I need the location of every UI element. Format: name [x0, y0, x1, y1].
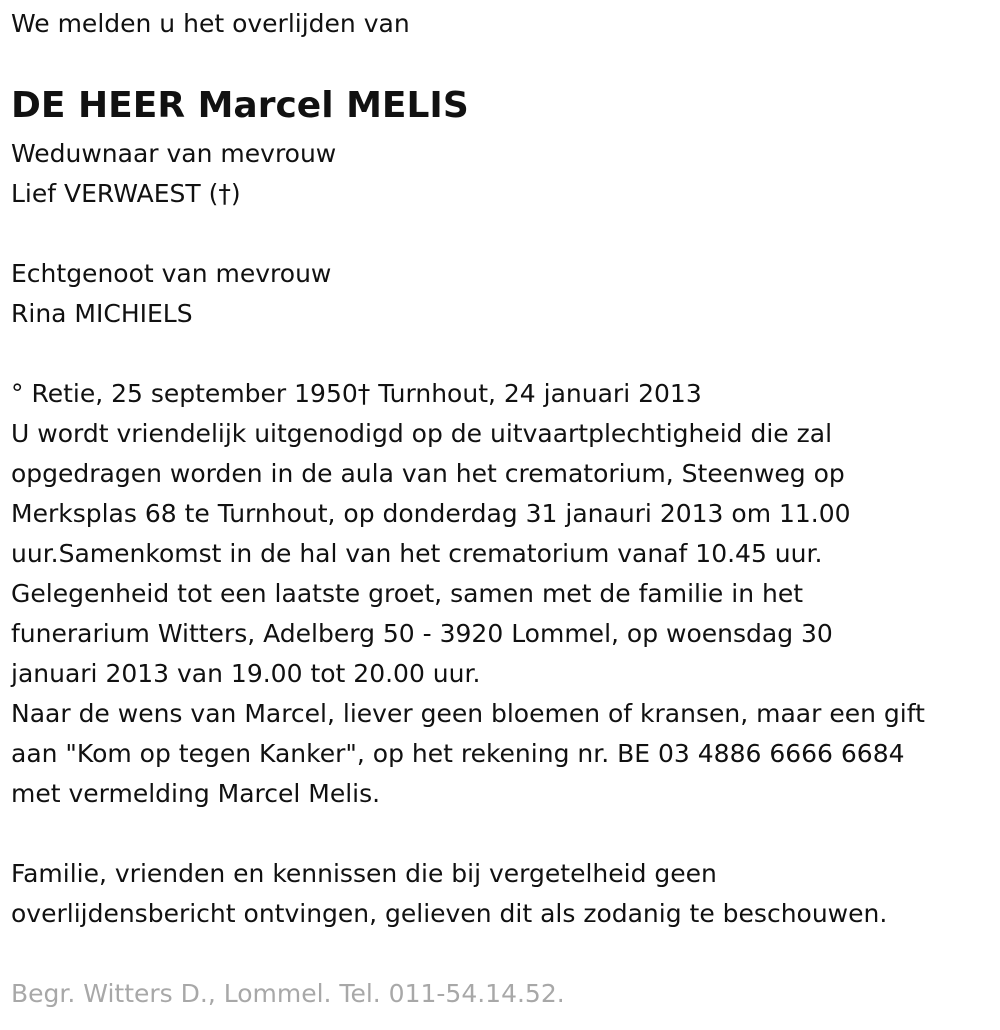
- funeral-director-footer: Begr. Witters D., Lommel. Tel. 011-54.14.52.: [11, 979, 565, 1008]
- late-wife-name: Lief VERWAEST (†): [11, 179, 241, 208]
- ceremony-line: met vermelding Marcel Melis.: [11, 779, 381, 808]
- ceremony-line: Merksplas 68 te Turnhout, op donderdag 31 janauri 2013 om 11.00: [11, 499, 851, 528]
- deceased-name: DE HEER Marcel MELIS: [11, 85, 469, 126]
- spouse-name: Rina MICHIELS: [11, 299, 193, 328]
- ceremony-line: januari 2013 van 19.00 tot 20.00 uur.: [11, 659, 481, 688]
- ceremony-line: Gelegenheid tot een laatste groet, samen met de familie in het: [11, 579, 804, 608]
- spouse-line: Echtgenoot van mevrouw: [11, 259, 332, 288]
- widower-block: [11, 134, 336, 214]
- ceremony-line: Naar de wens van Marcel, liever geen bloemen of kransen, maar een gift: [11, 699, 925, 728]
- intro-text: We melden u het overlijden van: [11, 9, 410, 38]
- birth-death-dates: ° Retie, 25 september 1950† Turnhout, 24 januari 2013: [11, 379, 702, 408]
- ceremony-line: uur.Samenkomst in de hal van het crematorium vanaf 10.45 uur.: [11, 539, 823, 568]
- ceremony-line: aan "Kom op tegen Kanker", op het rekening nr. BE 03 4886 6666 6684: [11, 739, 905, 768]
- ceremony-block: [11, 374, 925, 814]
- widower-line: Weduwnaar van mevrouw: [11, 139, 337, 168]
- closing-line: Familie, vrienden en kennissen die bij vergetelheid geen: [11, 859, 717, 888]
- closing-block: [11, 854, 887, 934]
- ceremony-line: opgedragen worden in de aula van het crematorium, Steenweg op: [11, 459, 845, 488]
- closing-line: overlijdensbericht ontvingen, gelieven dit als zodanig te beschouwen.: [11, 899, 888, 928]
- ceremony-line: U wordt vriendelijk uitgenodigd op de uitvaartplechtigheid die zal: [11, 419, 833, 448]
- ceremony-line: funerarium Witters, Adelberg 50 - 3920 Lommel, op woensdag 30: [11, 619, 833, 648]
- spouse-block: [11, 254, 331, 334]
